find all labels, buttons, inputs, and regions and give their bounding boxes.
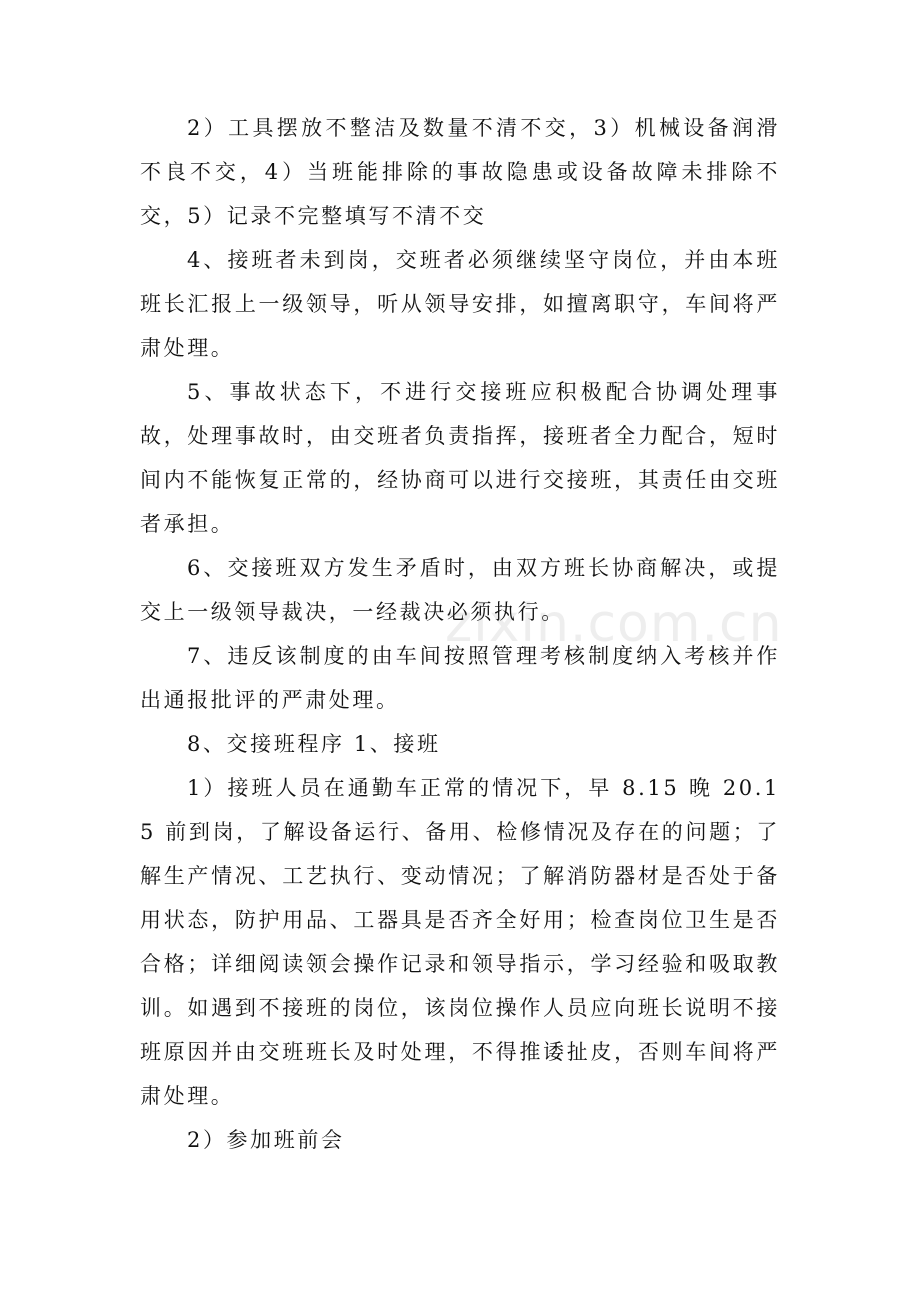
- paragraph-item-8: 8、交接班程序 1、接班: [187, 732, 441, 756]
- paragraph-item-5: 5、事故状态下，不进行交接班应积极配合协调处理事故，处理事故时，由交班者负责指挥，接班者全力配合，短时间内不能恢复正常的，经协商可以进行交接班，其责任由交班者承担。: [140, 380, 780, 536]
- paragraph-item-6: 6、交接班双方发生矛盾时，由双方班长协商解决，或提交上一级领导裁决，一经裁决必须执行。: [140, 556, 780, 624]
- paragraph-item-4: 4、接班者未到岗，交班者必须继续坚守岗位，并由本班班长汇报上一级领导，听从领导安排，如擅离职守，车间将严肃处理。: [140, 248, 780, 360]
- paragraph-handover-conditions: 2）工具摆放不整洁及数量不清不交，3）机械设备润滑不良不交，4）当班能排除的事故隐患或设备故障未排除不交，5）记录不完整填写不清不交: [140, 116, 780, 228]
- watermark: zixin.com.cn: [445, 594, 783, 654]
- paragraph-item-7: 7、违反该制度的由车间按照管理考核制度纳入考核并作出通报批评的严肃处理。: [140, 644, 780, 712]
- paragraph-step-2: 2）参加班前会: [187, 1128, 345, 1152]
- document-body: [140, 106, 780, 1162]
- paragraph-step-1: 1）接班人员在通勤车正常的情况下，早 8.15 晚 20.15 前到岗，了解设备运行、备用、检修情况及存在的问题；了解生产情况、工艺执行、变动情况；了解消防器材是否处于备用状态，防护用品、工器具是否齐全好用；检查岗位卫生是否合格；详细阅读领会操作记录和领导指示，学习经验和吸取教训。如遇到不接班的岗位，该岗位操作人员应向班长说明不接班原因并由交班班长及时处理，不得推诿扯皮，否则车间将严肃处理。: [140, 776, 780, 1108]
